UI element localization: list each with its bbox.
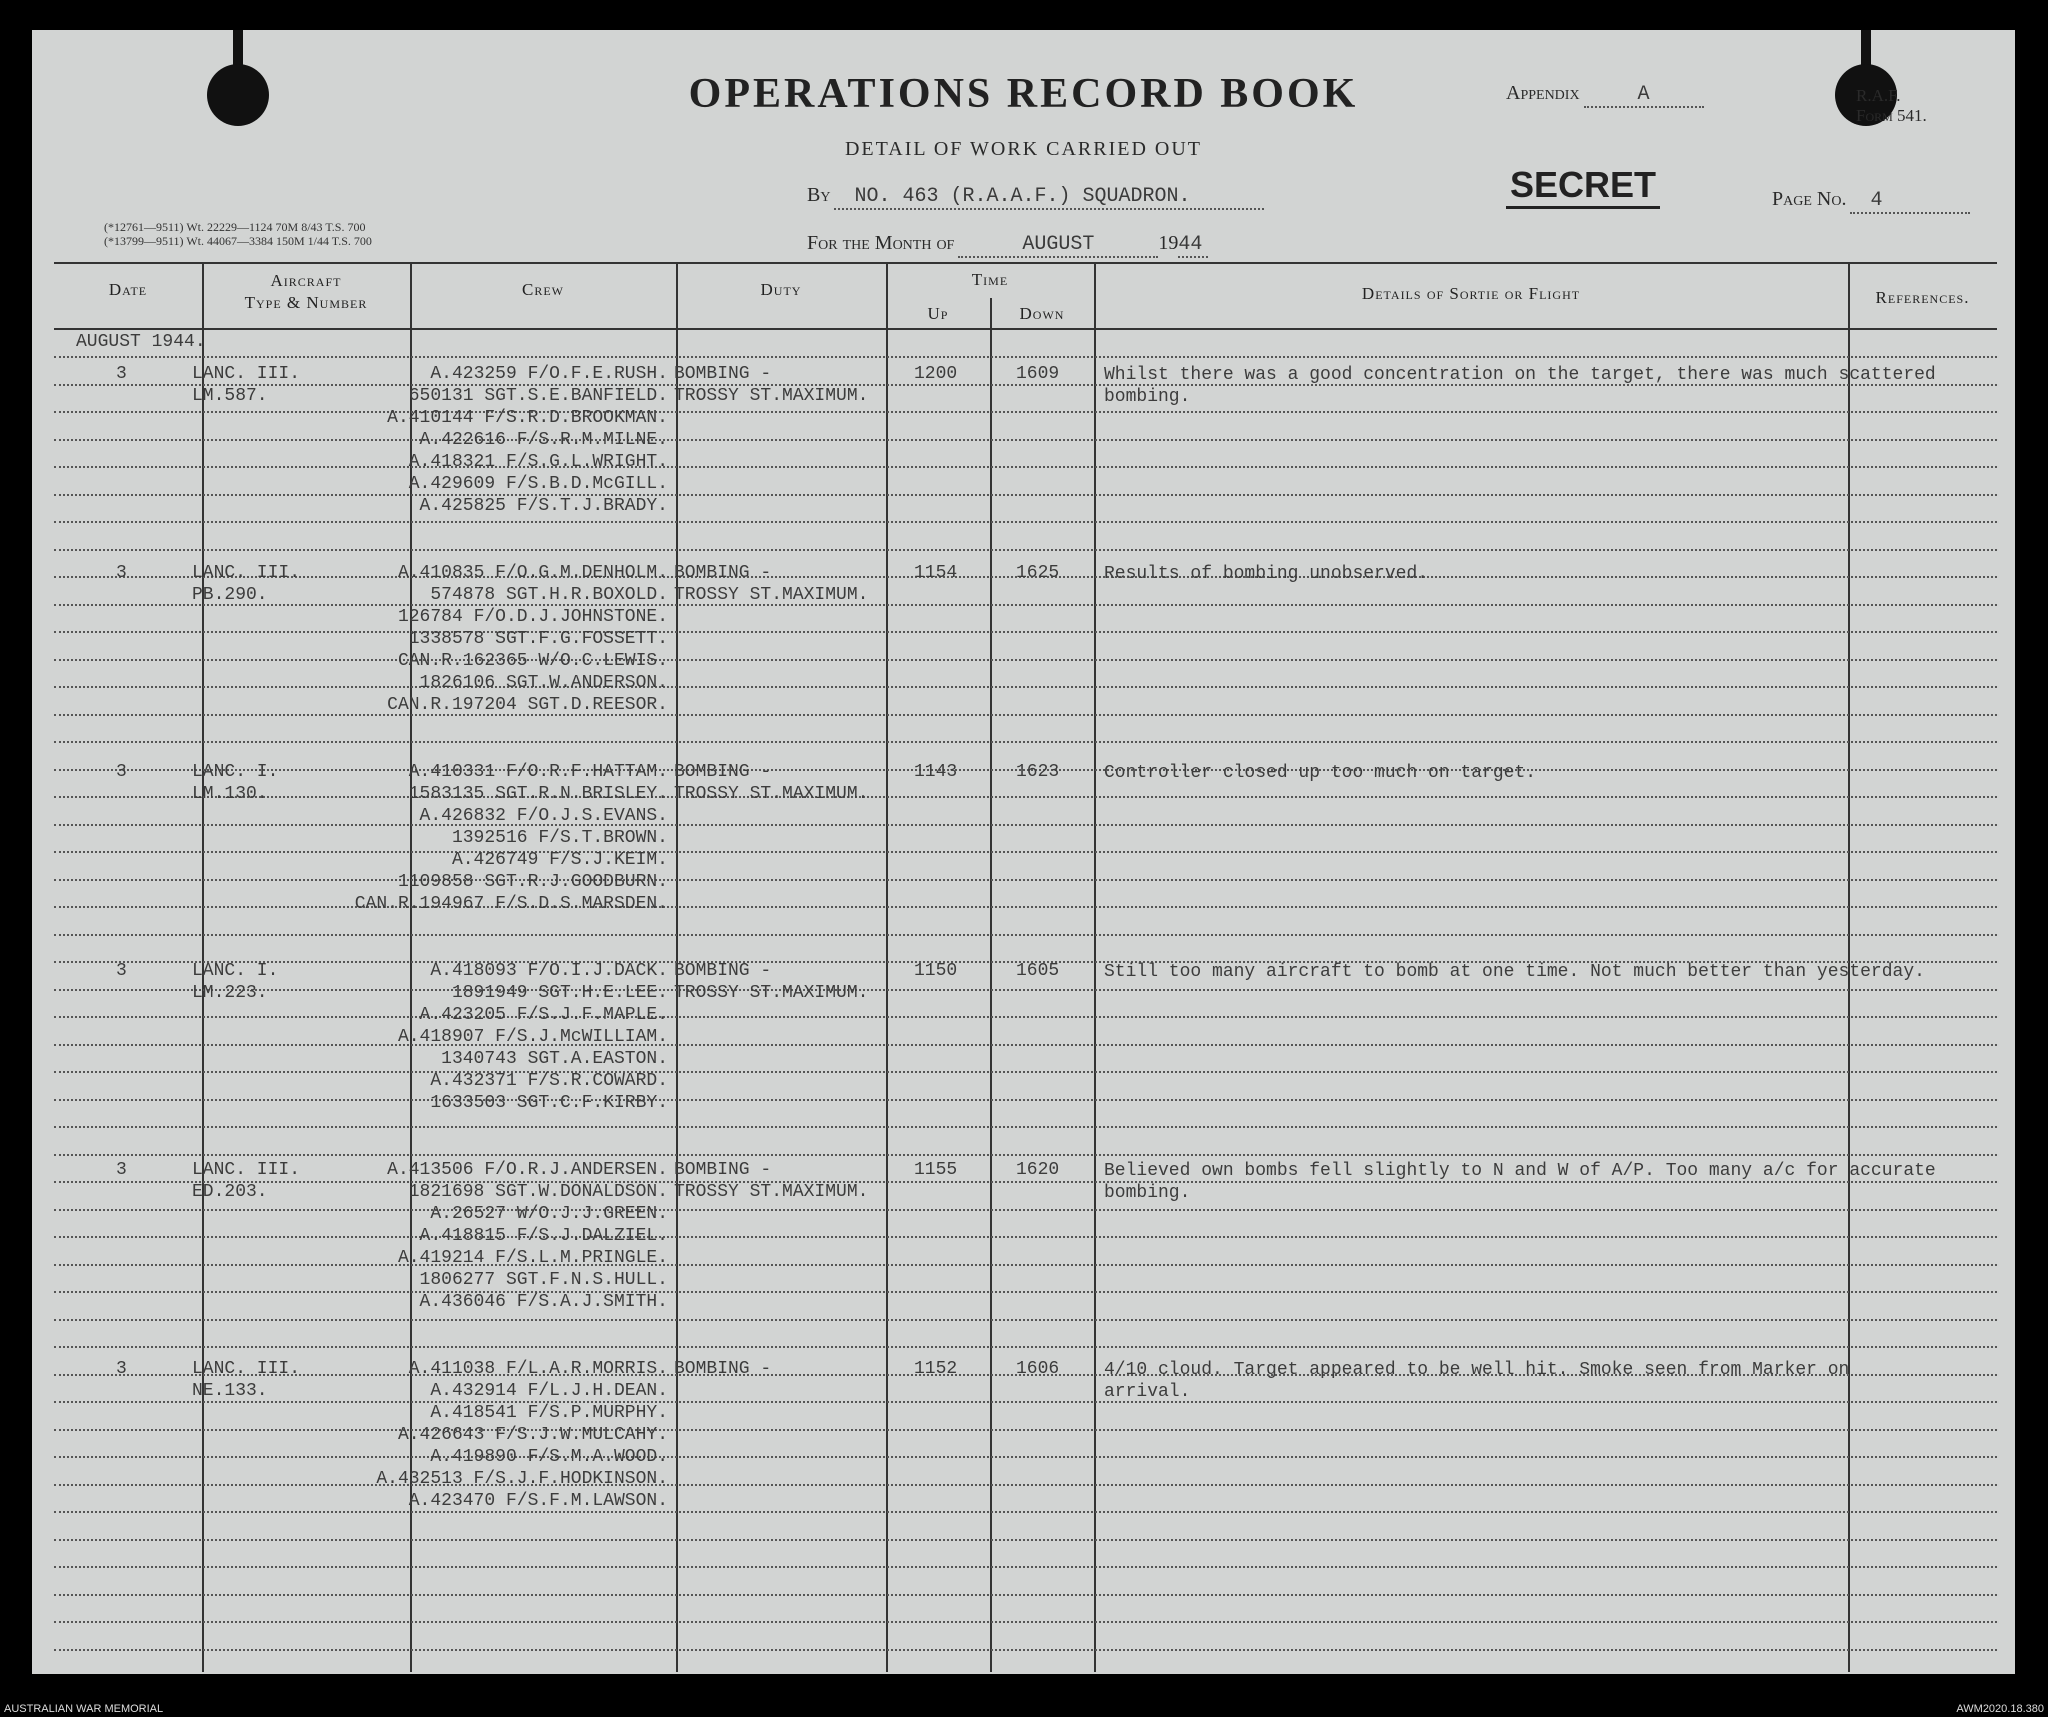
ruled-line [54, 1594, 1997, 1596]
ruled-line [54, 1429, 1997, 1431]
crew-member: CAN.R.194967 F/S.D.S.MARSDEN. [354, 894, 668, 914]
sortie-details: Controller closed up too much on target. [1104, 763, 1537, 783]
crew-member: A.432371 F/S.R.COWARD. [430, 1071, 668, 1091]
appendix-value: A [1584, 83, 1704, 108]
col-rule-duty [886, 262, 888, 1672]
crew-member: A.418321 F/S.G.L.WRIGHT. [408, 452, 668, 472]
ruled-line [54, 1016, 1997, 1018]
duty-line: BOMBING - [674, 563, 772, 583]
ruled-line [54, 356, 1997, 358]
time-up: 1155 [914, 1160, 958, 1180]
crew-member: 1826106 SGT.W.ANDERSON. [419, 673, 668, 693]
col-rule-down [1094, 262, 1096, 1672]
sortie-details: 4/10 cloud. Target appeared to be well hit. Smoke seen from Marker on arrival. [1104, 1360, 1850, 1402]
ruled-line [54, 879, 1997, 881]
entry-date: 3 [116, 1359, 127, 1379]
crew-member: 1392516 F/S.T.BROWN. [451, 828, 668, 848]
time-down: 1623 [1016, 762, 1060, 782]
aircraft-number: LM.223. [192, 983, 268, 1003]
ruled-line [54, 1539, 1997, 1541]
aircraft-type: LANC. III. [192, 1160, 301, 1180]
ruled-line [54, 1291, 1997, 1293]
ruled-line [54, 1649, 1997, 1651]
ruled-line [54, 934, 1997, 936]
month-value: AUGUST [958, 233, 1158, 258]
crew-member: A.419214 F/S.L.M.PRINGLE. [397, 1248, 668, 1268]
entry-date: 3 [116, 563, 127, 583]
crew-member: A.426643 F/S.J.W.MULCAHY. [397, 1425, 668, 1445]
col-header-references: References. [1875, 288, 1970, 307]
duty-line: TROSSY ST.MAXIMUM. [674, 585, 869, 605]
time-up: 1200 [914, 364, 958, 384]
aircraft-type: LANC. III. [192, 563, 301, 583]
crew-member: A.423470 F/S.F.M.LAWSON. [408, 1491, 668, 1511]
sortie-details: Believed own bombs fell slightly to N and W of A/P. Too many a/c for accurate bombing. [1104, 1161, 1936, 1203]
crew-member: CAN.R.197204 SGT.D.REESOR. [387, 695, 668, 715]
duty-line: TROSSY ST.MAXIMUM. [674, 386, 869, 406]
form-label-raf: R.A.F. [1856, 86, 1901, 105]
crew-member: 126784 F/O.D.J.JOHNSTONE. [397, 607, 668, 627]
aircraft-type: LANC. I. [192, 961, 279, 981]
month-line [807, 232, 1208, 258]
crew-member: 1821698 SGT.W.DONALDSON. [408, 1182, 668, 1202]
crew-member: A.436046 F/S.A.J.SMITH. [419, 1292, 668, 1312]
aircraft-number: PB.290. [192, 585, 268, 605]
crew-member: A.410835 F/O.G.M.DENHOLM. [397, 563, 668, 583]
aircraft-number: LM.587. [192, 386, 268, 406]
time-down: 1620 [1016, 1160, 1060, 1180]
entry-date: 3 [116, 364, 127, 384]
ruled-line [54, 1209, 1997, 1211]
time-up: 1150 [914, 961, 958, 981]
crew-member: A.410331 F/O.R.F.HATTAM. [408, 762, 668, 782]
ruled-line [54, 906, 1997, 908]
sortie-details: Results of bombing unobserved. [1104, 564, 1429, 584]
duty-line: BOMBING - [674, 364, 772, 384]
time-up: 1152 [914, 1359, 958, 1379]
ruled-line [54, 1566, 1997, 1568]
ruled-line [54, 604, 1997, 606]
crew-member: 1806277 SGT.F.N.S.HULL. [419, 1270, 668, 1290]
ruled-line [54, 1044, 1997, 1046]
ruled-line [54, 1484, 1997, 1486]
col-header-aircraft-line-1: Aircraft [270, 271, 342, 290]
duty-line: TROSSY ST.MAXIMUM. [674, 983, 869, 1003]
sortie-details: Whilst there was a good concentration on the target, there was much scattered bombing. [1104, 365, 1936, 407]
crew-member: A.418907 F/S.J.McWILLIAM. [397, 1027, 668, 1047]
by-label: By [807, 184, 831, 206]
duty-line: TROSSY ST.MAXIMUM. [674, 1182, 869, 1202]
table-header-rule [54, 328, 1997, 330]
crew-member: A.418541 F/S.P.MURPHY. [430, 1403, 668, 1423]
ruled-line [54, 494, 1997, 496]
ruled-line [54, 659, 1997, 661]
crew-member: 1338578 SGT.F.G.FOSSETT. [408, 629, 668, 649]
ruled-line [54, 851, 1997, 853]
duty-line: BOMBING - [674, 961, 772, 981]
ruled-line [54, 466, 1997, 468]
year-value: 44 [1178, 233, 1208, 258]
aircraft-number: ED.203. [192, 1182, 268, 1202]
aircraft-type: LANC. I. [192, 762, 279, 782]
ruled-line [54, 824, 1997, 826]
crew-member: A.429609 F/S.B.D.McGILL. [408, 474, 668, 494]
ruled-line [54, 1264, 1997, 1266]
print-code-line-2: (*13799—9511) Wt. 44067—3384 150M 1/44 T.S. 700 [104, 234, 372, 248]
ruled-line [54, 521, 1997, 523]
col-header-aircraft [202, 270, 410, 314]
ruled-line [54, 989, 1997, 991]
print-code-line-1: (*12761—9511) Wt. 22229—1124 70M 8/43 T.S. 700 [104, 220, 366, 234]
crew-member: 1891949 SGT.H.E.LEE. [451, 983, 668, 1003]
ruled-line [54, 1071, 1997, 1073]
year-prefix: 19 [1158, 232, 1179, 254]
ruled-line [54, 1621, 1997, 1623]
ruled-line [54, 1346, 1997, 1348]
crew-member: 1633503 SGT.C.F.KIRBY. [430, 1093, 668, 1113]
crew-member: CAN.R.162365 W/O.C.LEWIS. [397, 651, 668, 671]
page-number-value: 4 [1850, 189, 1970, 214]
crew-member: 650131 SGT.S.E.BANFIELD. [408, 386, 668, 406]
page-title: OPERATIONS RECORD BOOK [688, 71, 1359, 117]
time-down: 1606 [1016, 1359, 1060, 1379]
col-header-time: Time [971, 270, 1009, 289]
crew-member: A.426749 F/S.J.KEIM. [451, 850, 668, 870]
crew-member: A.432513 F/S.J.F.HODKINSON. [376, 1469, 668, 1489]
ruled-line [54, 411, 1997, 413]
form-label [1856, 86, 1927, 126]
col-header-crew: Crew [522, 280, 564, 299]
sortie-details: Still too many aircraft to bomb at one time. Not much better than yesterday. [1104, 962, 1925, 982]
crew-member: A.411038 F/L.A.R.MORRIS. [408, 1359, 668, 1379]
time-down: 1605 [1016, 961, 1060, 981]
crew-member: A.423205 F/S.J.F.MAPLE. [419, 1005, 668, 1025]
col-header-duty: Duty [760, 280, 802, 299]
ruled-line [54, 1511, 1997, 1513]
month-heading: AUGUST 1944. [76, 332, 206, 352]
print-code [104, 220, 372, 248]
ruled-line [54, 549, 1997, 551]
footer-left: AUSTRALIAN WAR MEMORIAL [4, 1703, 164, 1715]
time-up: 1143 [914, 762, 958, 782]
ruled-line [54, 1126, 1997, 1128]
appendix-label: Appendix [1506, 82, 1580, 104]
col-header-down: Down [1019, 304, 1065, 323]
crew-member: A.425825 F/S.T.J.BRADY. [419, 496, 668, 516]
ruled-line [54, 741, 1997, 743]
crew-member: A.423259 F/O.F.E.RUSH. [430, 364, 668, 384]
crew-member: A.418815 F/S.J.DALZIEL. [419, 1226, 668, 1246]
crew-member: A.26527 W/O.J.J.GREEN. [430, 1204, 668, 1224]
crew-member: 1583135 SGT.R.N.BRISLEY. [408, 784, 668, 804]
col-header-date: Date [108, 280, 148, 299]
aircraft-number: LM.130. [192, 784, 268, 804]
ruled-line [54, 796, 1997, 798]
duty-line: BOMBING - [674, 762, 772, 782]
ruled-line [54, 714, 1997, 716]
crew-member: A.419890 F/S.M.A.WOOD. [430, 1447, 668, 1467]
ruled-line [54, 1456, 1997, 1458]
form-label-number: Form 541. [1856, 106, 1927, 125]
crew-member: A.422616 F/S.R.M.MILNE. [419, 430, 668, 450]
time-down: 1625 [1016, 563, 1060, 583]
ruled-line [54, 1236, 1997, 1238]
ruled-line [54, 1099, 1997, 1101]
aircraft-type: LANC. III. [192, 1359, 301, 1379]
aircraft-type: LANC. III. [192, 364, 301, 384]
duty-line: BOMBING - [674, 1359, 772, 1379]
crew-member: A.426832 F/O.J.S.EVANS. [419, 806, 668, 826]
page-number-label: Page No. [1772, 188, 1847, 210]
ruled-line [54, 1154, 1997, 1156]
page-number-line [1772, 188, 1970, 214]
ruled-line [54, 439, 1997, 441]
duty-line: BOMBING - [674, 1160, 772, 1180]
col-header-aircraft-line-2: Type & Number [244, 293, 368, 312]
crew-member: A.413506 F/O.R.J.ANDERSEN. [387, 1160, 668, 1180]
ruled-line [54, 1319, 1997, 1321]
col-header-up: Up [927, 304, 949, 323]
crew-member: A.410144 F/S.R.D.BROOKMAN. [387, 408, 668, 428]
time-up: 1154 [914, 563, 958, 583]
month-label: For the Month of [807, 232, 955, 254]
entry-date: 3 [116, 1160, 127, 1180]
footer-right: AWM2020.18.380 [1956, 1703, 2044, 1715]
crew-member: A.418093 F/O.I.J.DACK. [430, 961, 668, 981]
col-header-details: Details of Sortie or Flight [1361, 284, 1581, 303]
by-line [807, 184, 1264, 210]
entry-date: 3 [116, 961, 127, 981]
squadron-value: NO. 463 (R.A.A.F.) SQUADRON. [834, 185, 1264, 210]
ruled-line [54, 631, 1997, 633]
page-subtitle: DETAIL OF WORK CARRIED OUT [844, 138, 1203, 160]
record-sheet [32, 30, 2015, 1674]
crew-member: 574878 SGT.H.R.BOXOLD. [430, 585, 668, 605]
time-down: 1609 [1016, 364, 1060, 384]
crew-member: 1109858 SGT.R.J.GOODBURN. [397, 872, 668, 892]
crew-member: A.432914 F/L.J.H.DEAN. [430, 1381, 668, 1401]
duty-line: TROSSY ST.MAXIMUM. [674, 784, 869, 804]
ruled-line [54, 686, 1997, 688]
aircraft-number: NE.133. [192, 1381, 268, 1401]
crew-member: 1340743 SGT.A.EASTON. [441, 1049, 668, 1069]
secret-stamp: SECRET [1506, 164, 1660, 209]
col-rule-up [990, 298, 992, 1672]
appendix-line [1506, 82, 1704, 108]
table-top-rule [54, 262, 1997, 264]
entry-date: 3 [116, 762, 127, 782]
